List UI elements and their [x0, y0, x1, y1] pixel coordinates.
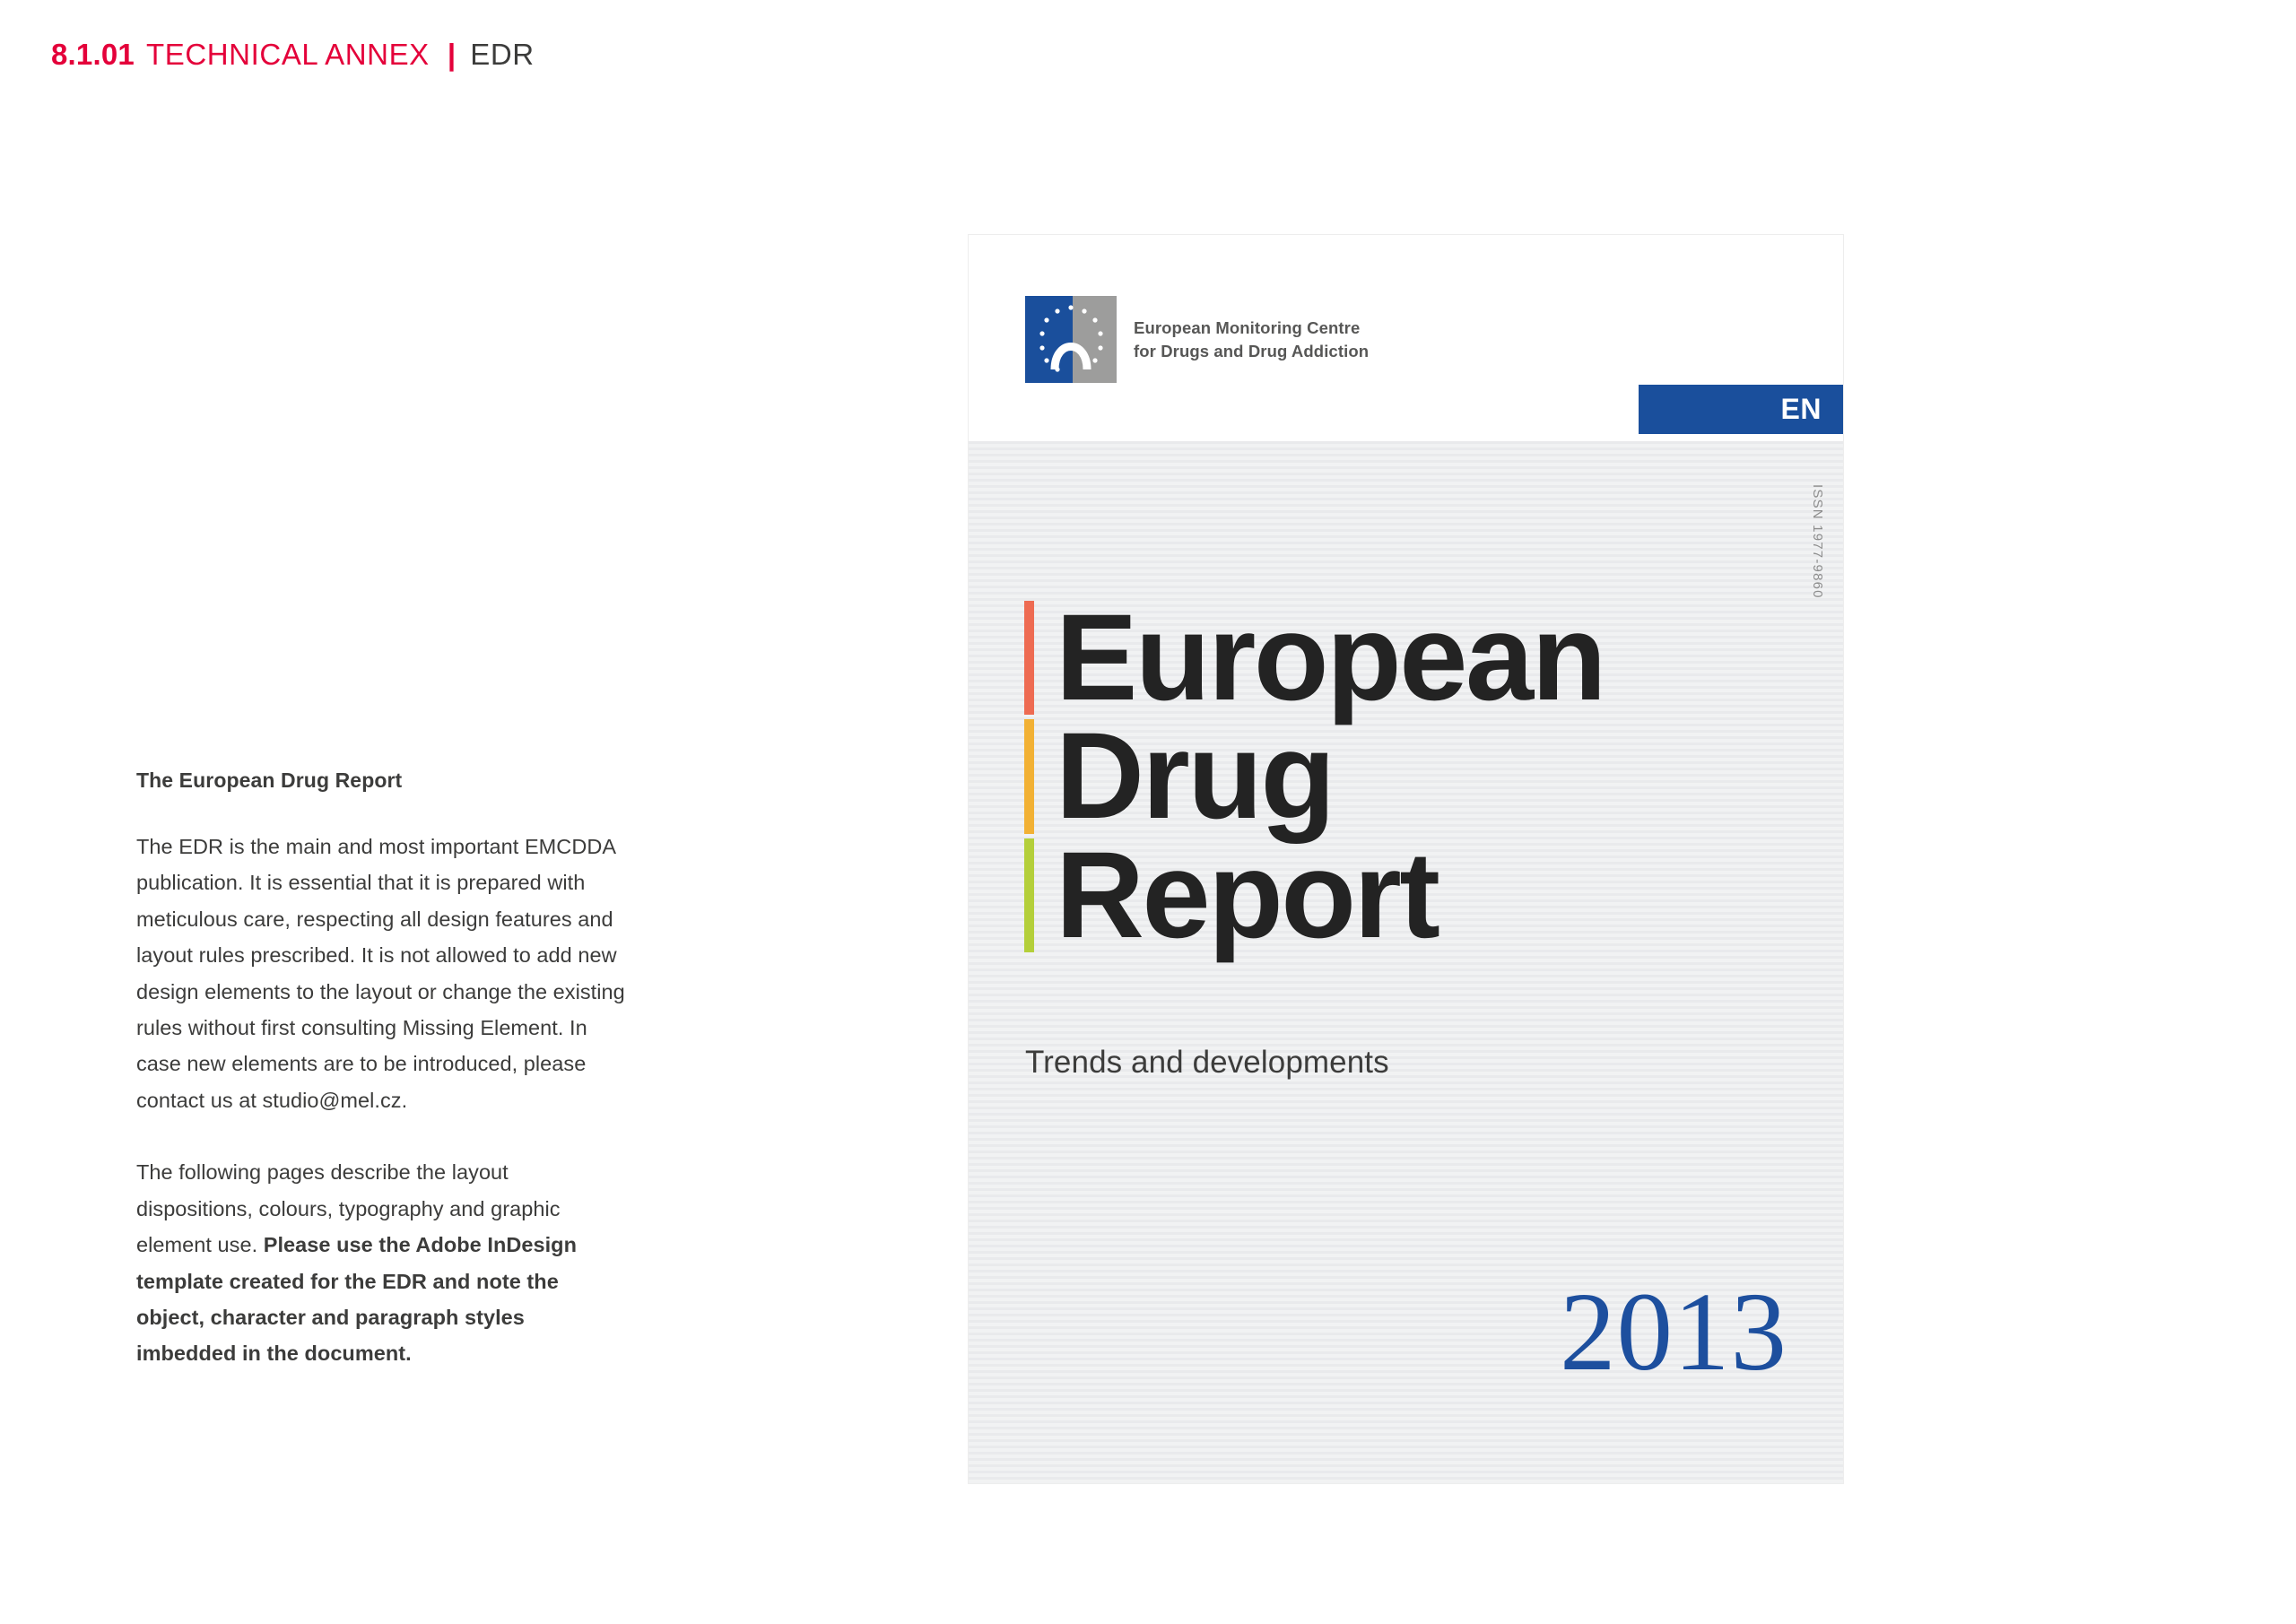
cover-title-block: [1024, 589, 1796, 964]
title-rule-yellow: [1024, 719, 1034, 833]
cover-main-panel: [969, 441, 1843, 1483]
cover-top-white-band: [969, 235, 1843, 441]
cover-subtitle: Trends and developments: [1025, 1045, 1389, 1080]
cover-year: 2013: [1560, 1271, 1787, 1394]
edr-cover-preview: [969, 235, 1843, 1483]
header-section-number: 8.1.01: [51, 38, 135, 71]
cover-title-line: [1024, 589, 1796, 726]
cover-title-word-1: European: [1056, 589, 1605, 726]
issn-label: ISSN 1977-9860: [1810, 484, 1825, 599]
explanatory-paragraph-2: [136, 1154, 625, 1371]
explanatory-paragraph-2-normal: The following pages describe the layout dispositions, colours, typography and graphic element use.: [136, 1160, 561, 1257]
title-rule-green: [1024, 838, 1034, 952]
header-separator: |: [447, 38, 457, 71]
cover-title-word-2: Drug: [1056, 708, 1334, 846]
explanatory-paragraph-2-bold: Please use the Adobe InDesign template created for the EDR and note the object, character and paragraph styles imbedded in the document.: [136, 1233, 577, 1366]
header-section-title: TECHNICAL ANNEX: [145, 38, 430, 71]
emcdda-logo-text-line-1: European Monitoring Centre: [1134, 317, 1361, 337]
cover-title-line: [1024, 826, 1796, 964]
cover-title-word-3: Report: [1056, 826, 1439, 964]
emcdda-logo-text: [1134, 317, 1369, 362]
cover-title-line: [1024, 708, 1796, 846]
language-tab: EN: [1639, 385, 1843, 434]
emcdda-logo: [1025, 296, 1369, 383]
title-rule-orange: [1024, 601, 1034, 715]
explanatory-text-column: [136, 767, 625, 1372]
explanatory-heading: The European Drug Report: [136, 769, 403, 792]
emcdda-logo-icon: [1025, 296, 1117, 383]
explanatory-paragraph-1: The EDR is the main and most important EMCDDA publication. It is essential that it is prepared with meticulous care, respecting all design features and layout rules prescribed. It is not allowed to add new design elements to the layout or change the existing rules without first consulting Missing Element. In case new elements are to be introduced, please contact us at studio@mel.cz.: [136, 835, 625, 1112]
emcdda-logo-text-line-2: for Drugs and Drug Addiction: [1134, 341, 1370, 360]
header-document-code: EDR: [470, 38, 535, 71]
page-header: [51, 38, 535, 72]
